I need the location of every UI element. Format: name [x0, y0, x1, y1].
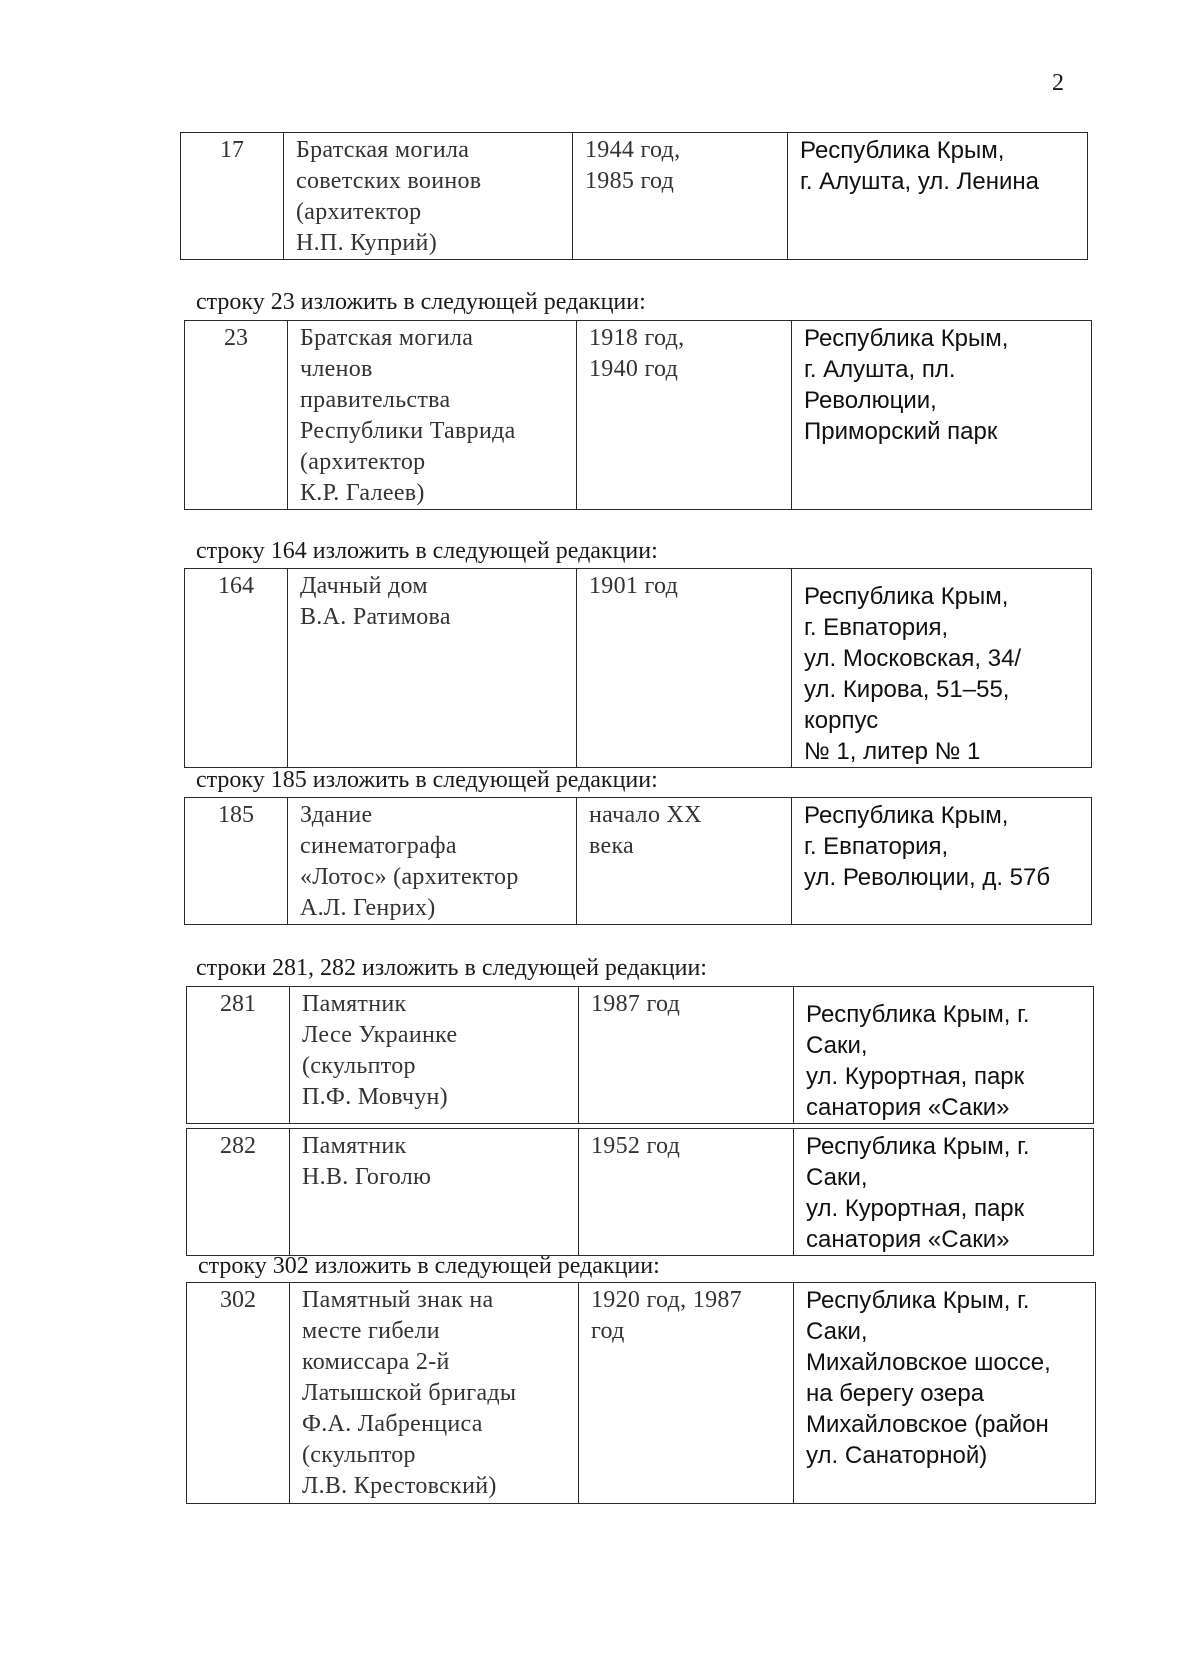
monument-address: Республика Крым, г. Алушта, пл. Революции, Приморский парк	[792, 321, 1092, 510]
row-number: 23	[185, 321, 288, 510]
monument-name: Братская могила советских воинов (архитектор Н.П. Куприй)	[284, 133, 573, 260]
monument-date: 1987 год	[579, 987, 794, 1124]
monument-address: Республика Крым, г. Саки, ул. Курортная, парк санатория «Саки»	[794, 1129, 1094, 1256]
row-number: 185	[185, 798, 288, 925]
row-164-table	[184, 568, 1092, 768]
row-302-table	[186, 1282, 1096, 1504]
monument-date: 1901 год	[577, 569, 792, 768]
table-row	[185, 798, 1092, 925]
section-heading-23: строку 23 изложить в следующей редакции:	[196, 289, 646, 315]
section-heading-281-282: строки 281, 282 изложить в следующей редакции:	[196, 955, 707, 981]
monument-address: Республика Крым, г. Саки, Михайловское шоссе, на берегу озера Михайловское (район ул. Санаторной)	[794, 1283, 1096, 1504]
page-number: 2	[1052, 70, 1064, 96]
monument-name: Здание синематографа «Лотос» (архитектор А.Л. Генрих)	[288, 798, 577, 925]
monument-name: Памятник Лесе Украинке (скульптор П.Ф. Мовчун)	[290, 987, 579, 1124]
row-number: 282	[187, 1129, 290, 1256]
section-heading-164: строку 164 изложить в следующей редакции:	[196, 538, 658, 564]
section-heading-302: строку 302 изложить в следующей редакции:	[198, 1253, 660, 1279]
table-row	[185, 321, 1092, 510]
monument-name: Памятник Н.В. Гоголю	[290, 1129, 579, 1256]
row-281-table	[186, 986, 1094, 1124]
monument-address: Республика Крым, г. Евпатория, ул. Революции, д. 57б	[792, 798, 1092, 925]
monument-name: Памятный знак на месте гибели комиссара 2-й Латышской бригады Ф.А. Лабренциса (скульптор Л.В. Крестовский)	[290, 1283, 579, 1504]
monument-address: Республика Крым, г. Евпатория, ул. Московская, 34/ ул. Кирова, 51–55, корпус № 1, литер № 1	[792, 569, 1092, 768]
table-row	[187, 987, 1094, 1124]
row-number: 281	[187, 987, 290, 1124]
table-row	[181, 133, 1088, 260]
row-number: 17	[181, 133, 284, 260]
row-185-table	[184, 797, 1092, 925]
table-row	[187, 1129, 1094, 1256]
row-282-table	[186, 1128, 1094, 1256]
table-row	[185, 569, 1092, 768]
row-number: 302	[187, 1283, 290, 1504]
row-23-table	[184, 320, 1092, 510]
monument-address: Республика Крым, г. Саки, ул. Курортная, парк санатория «Саки»	[794, 987, 1094, 1124]
monument-name: Дачный дом В.А. Ратимова	[288, 569, 577, 768]
section-heading-185: строку 185 изложить в следующей редакции:	[196, 767, 658, 793]
row-number: 164	[185, 569, 288, 768]
monument-date: начало XX века	[577, 798, 792, 925]
monument-date: 1952 год	[579, 1129, 794, 1256]
monument-date: 1920 год, 1987 год	[579, 1283, 794, 1504]
monument-address: Республика Крым, г. Алушта, ул. Ленина	[788, 133, 1088, 260]
monument-name: Братская могила членов правительства Республики Таврида (архитектор К.Р. Галеев)	[288, 321, 577, 510]
table-row	[187, 1283, 1096, 1504]
monument-date: 1944 год, 1985 год	[573, 133, 788, 260]
monument-date: 1918 год, 1940 год	[577, 321, 792, 510]
row-17-table	[180, 132, 1088, 260]
